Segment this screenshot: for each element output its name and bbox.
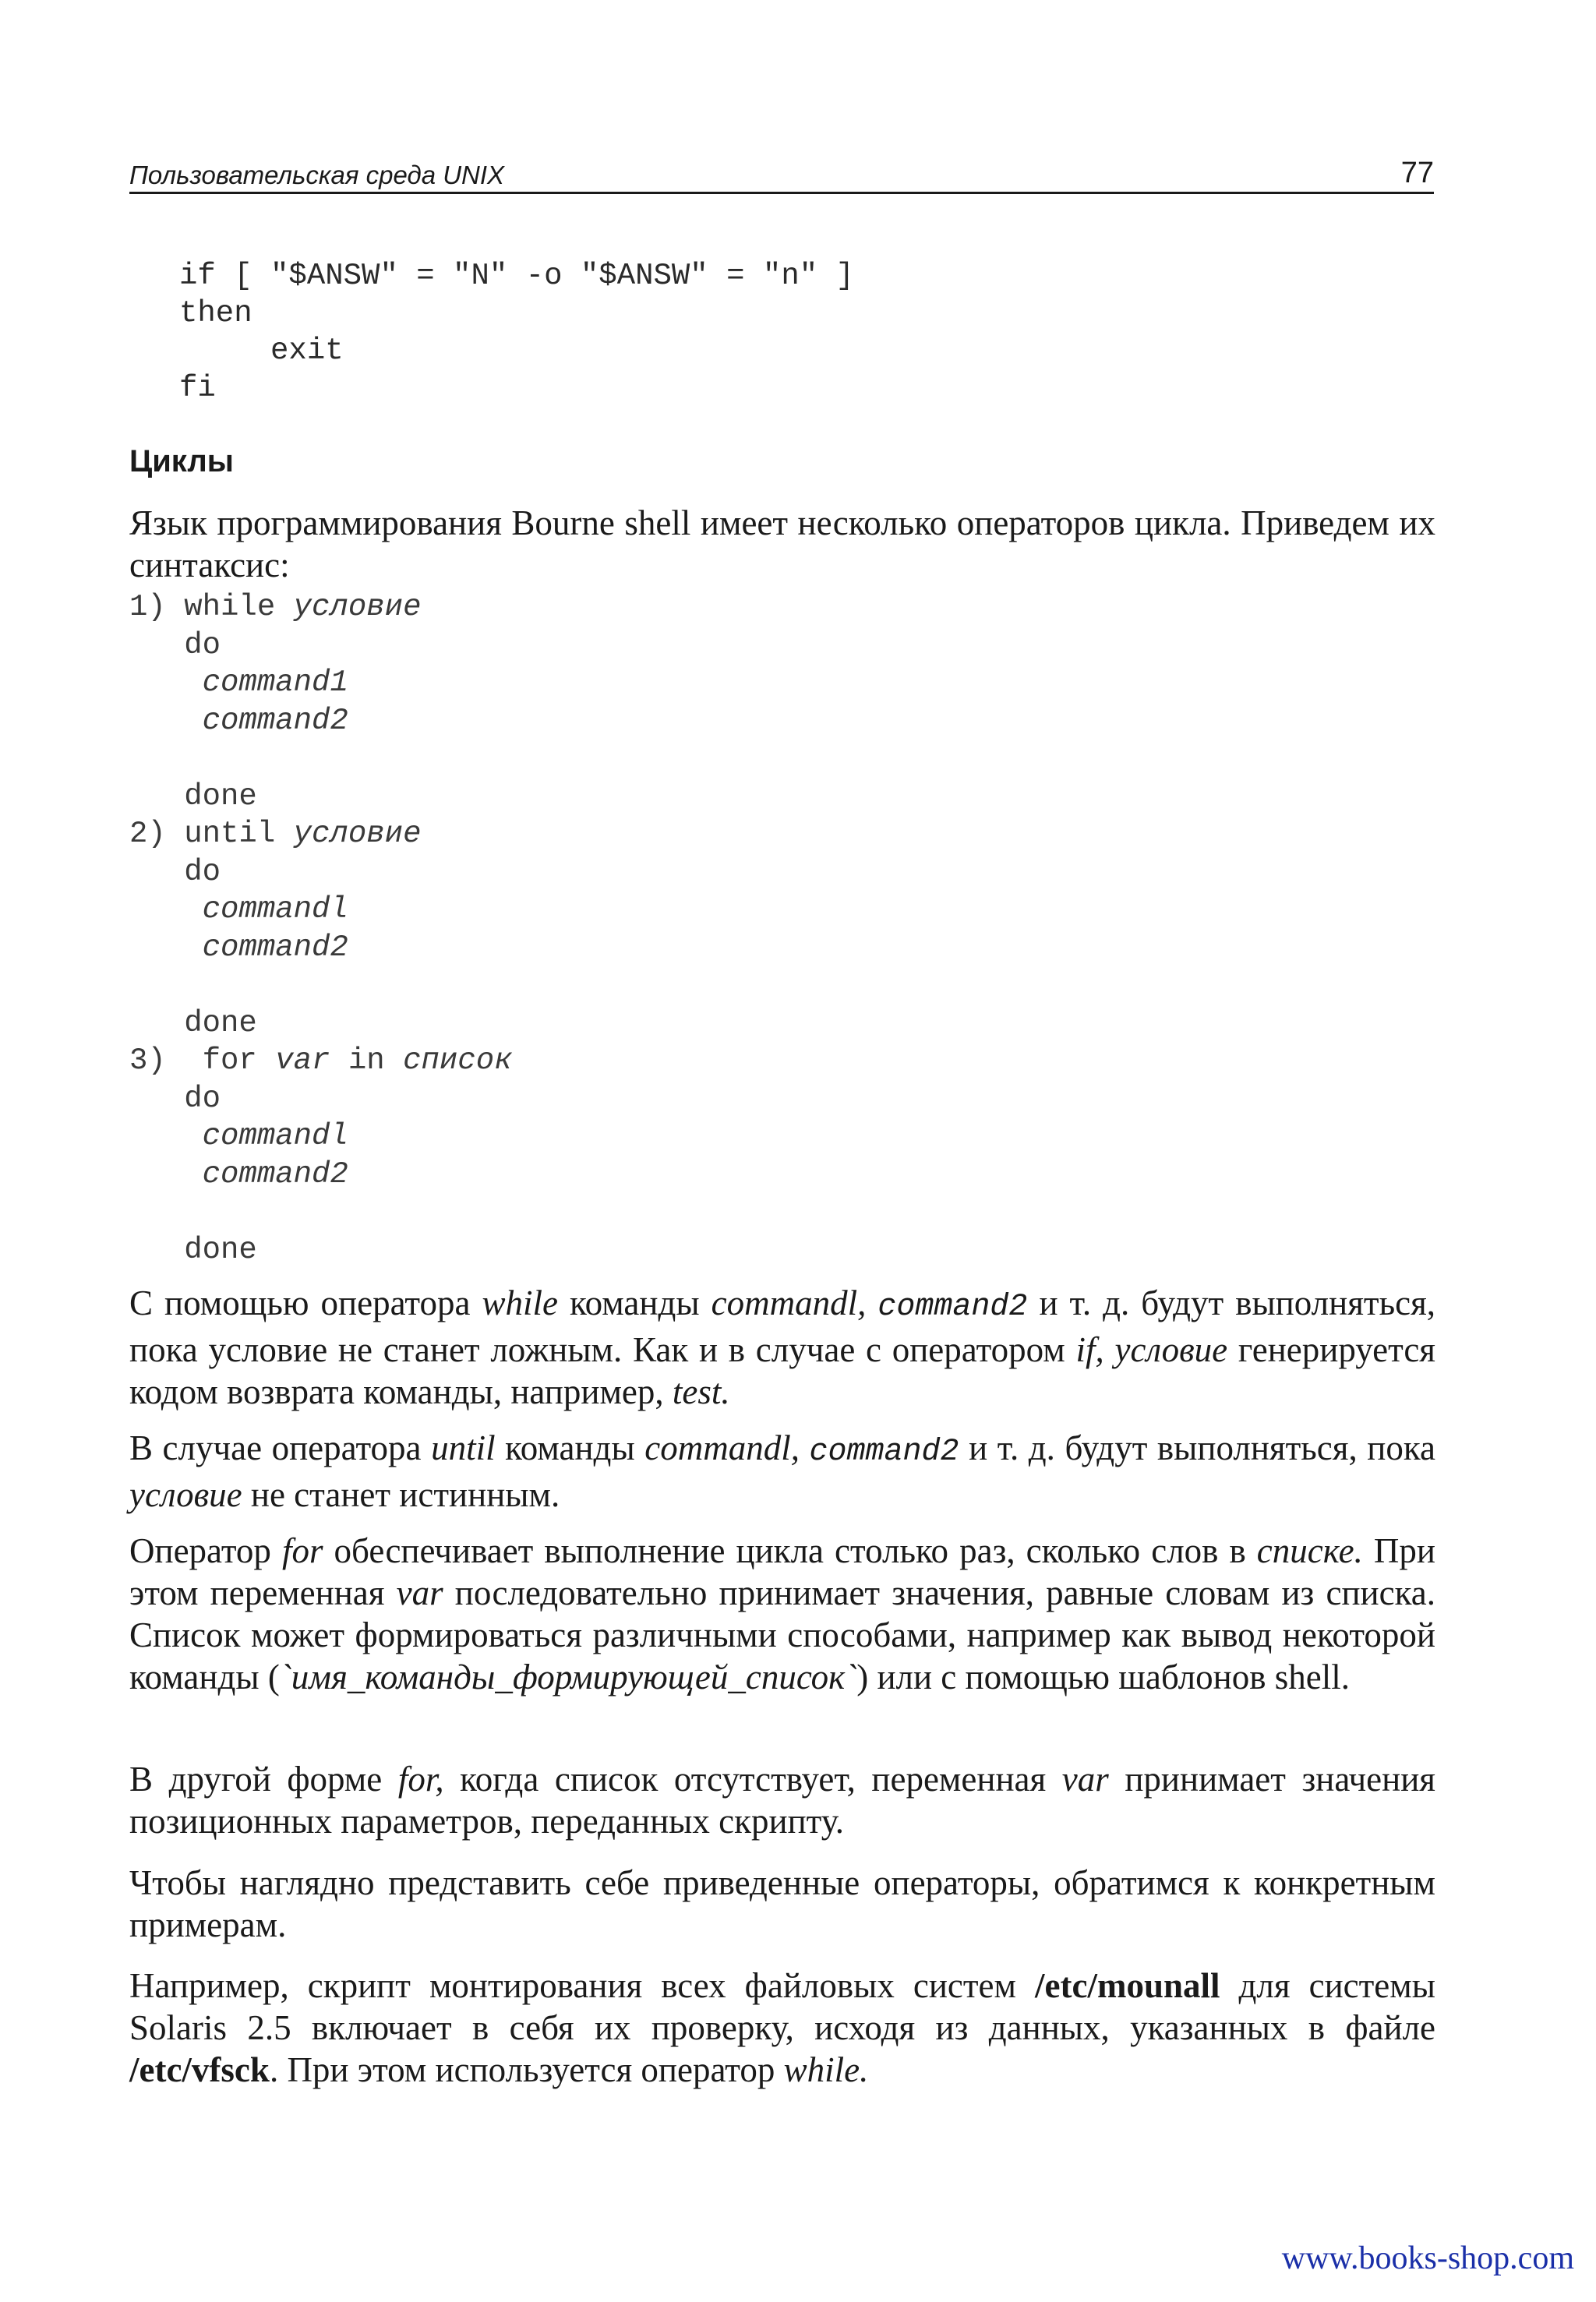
if-code-block <box>179 257 854 407</box>
term-for: for <box>281 1531 323 1570</box>
code-line: then <box>179 296 252 330</box>
term-condition: условие <box>129 1475 242 1514</box>
while-done: done <box>184 779 257 814</box>
while-command-1: command1 <box>202 666 348 700</box>
text-run: последовательно принимает значения, равные словам из списка. Список может формироваться различными способами, например как вывод некоторой команды ( <box>129 1573 1435 1696</box>
text-run: команды <box>495 1428 645 1467</box>
while-keyword: while <box>184 590 276 624</box>
until-do: do <box>184 854 221 889</box>
term-command1: commandl, <box>644 1428 800 1467</box>
text-run: команды <box>558 1283 711 1322</box>
for-variable: var <box>275 1043 330 1078</box>
text-run: и т. д. будут выполняться, пока <box>959 1428 1436 1467</box>
intro-paragraph: Язык программирования Bourne shell имеет несколько операторов цикла. Приведем их синтаксис: <box>129 503 1435 584</box>
while-number: 1) <box>129 590 166 624</box>
text-run: Например, скрипт монтирования всех файловых систем <box>129 1966 1036 2005</box>
until-command-2: command2 <box>202 930 348 965</box>
term-command2: command2 <box>877 1290 1028 1325</box>
text-run: принимает значения позиционных параметров, переданных скрипту. <box>129 1760 1435 1841</box>
text-run: В случае оператора <box>129 1428 432 1467</box>
code-line: exit <box>179 334 344 368</box>
code-line: if [ "$ANSW" = "N" -o "$ANSW" = "n" ] <box>179 259 854 293</box>
paragraph-for <box>129 1530 1435 1698</box>
while-condition: условие <box>293 590 422 624</box>
while-do: do <box>184 627 221 662</box>
text-run: генерируется кодом возврата команды, например, <box>129 1330 1435 1411</box>
text-run: и т. д. будут выполняться, пока условие не станет ложным. Как и в случае с оператором <box>129 1283 1436 1369</box>
paragraph-mounall <box>129 1965 1435 2091</box>
for-list: список <box>403 1043 513 1078</box>
term-until: until <box>431 1428 496 1467</box>
paragraph-until <box>129 1427 1435 1516</box>
text-run: когда список отсутствует, переменная <box>443 1760 1062 1799</box>
for-do: do <box>184 1081 221 1116</box>
term-while: while <box>482 1283 558 1322</box>
text-run: Оператор <box>129 1531 282 1570</box>
term-command1: commandl, <box>711 1283 867 1322</box>
term-test: test. <box>672 1372 730 1411</box>
term-var: var <box>396 1573 443 1612</box>
for-number: 3) <box>129 1043 166 1078</box>
term-command2: command2 <box>809 1435 959 1470</box>
page-number: 77 <box>1400 157 1434 189</box>
paragraph-while <box>129 1282 1435 1413</box>
term-condition: условие <box>1114 1330 1228 1369</box>
until-condition: условие <box>293 817 422 851</box>
text-run: В другой форме <box>129 1760 398 1799</box>
for-in: in <box>348 1043 385 1078</box>
running-header-title: Пользовательская среда UNIX <box>129 161 505 189</box>
code-line: fi <box>179 371 216 405</box>
text-run: ) или с помощью шаблонов shell. <box>856 1658 1350 1696</box>
text-run: обеспечивает выполнение цикла столько раз, сколько слов в <box>323 1531 1257 1570</box>
for-keyword: for <box>202 1043 257 1078</box>
text-run: не станет истинным. <box>242 1475 560 1514</box>
until-done: done <box>184 1005 257 1040</box>
term-command-substitution: `имя_команды_формирующей_список` <box>279 1658 857 1696</box>
paragraph-examples: Чтобы наглядно представить себе приведенные операторы, обратимся к конкретным примерам. <box>129 1863 1435 1944</box>
until-number: 2) <box>129 817 166 851</box>
for-command-1: commandl <box>202 1119 348 1153</box>
section-heading: Циклы <box>129 444 234 478</box>
path-etc-vfsck: /etc/vfsck <box>129 2050 270 2089</box>
text-run: При этом переменная <box>129 1531 1435 1612</box>
path-etc-mounall: /etc/mounall <box>1035 1966 1220 2005</box>
term-for: for, <box>397 1760 444 1799</box>
for-command-2: command2 <box>202 1156 348 1192</box>
until-command-1: commandl <box>202 892 348 927</box>
for-done: done <box>184 1232 257 1267</box>
footer-website-link[interactable]: www.books-shop.com <box>1281 2240 1574 2276</box>
term-list: списке. <box>1256 1531 1363 1570</box>
running-header <box>129 156 1434 194</box>
text-run: С помощью оператора <box>129 1283 482 1322</box>
until-keyword: until <box>184 817 276 851</box>
loop-syntax-block <box>129 588 513 1269</box>
term-if: if, <box>1075 1330 1104 1369</box>
paragraph-for-positional <box>129 1758 1435 1842</box>
text-run: для системы Solaris 2.5 включает в себя их проверку, исходя из данных, указанных в файле <box>129 1966 1435 2047</box>
term-var: var <box>1061 1760 1109 1799</box>
term-while: while. <box>783 2050 869 2089</box>
text-run: . При этом используется оператор <box>269 2050 784 2089</box>
while-command-2: command2 <box>202 703 348 738</box>
